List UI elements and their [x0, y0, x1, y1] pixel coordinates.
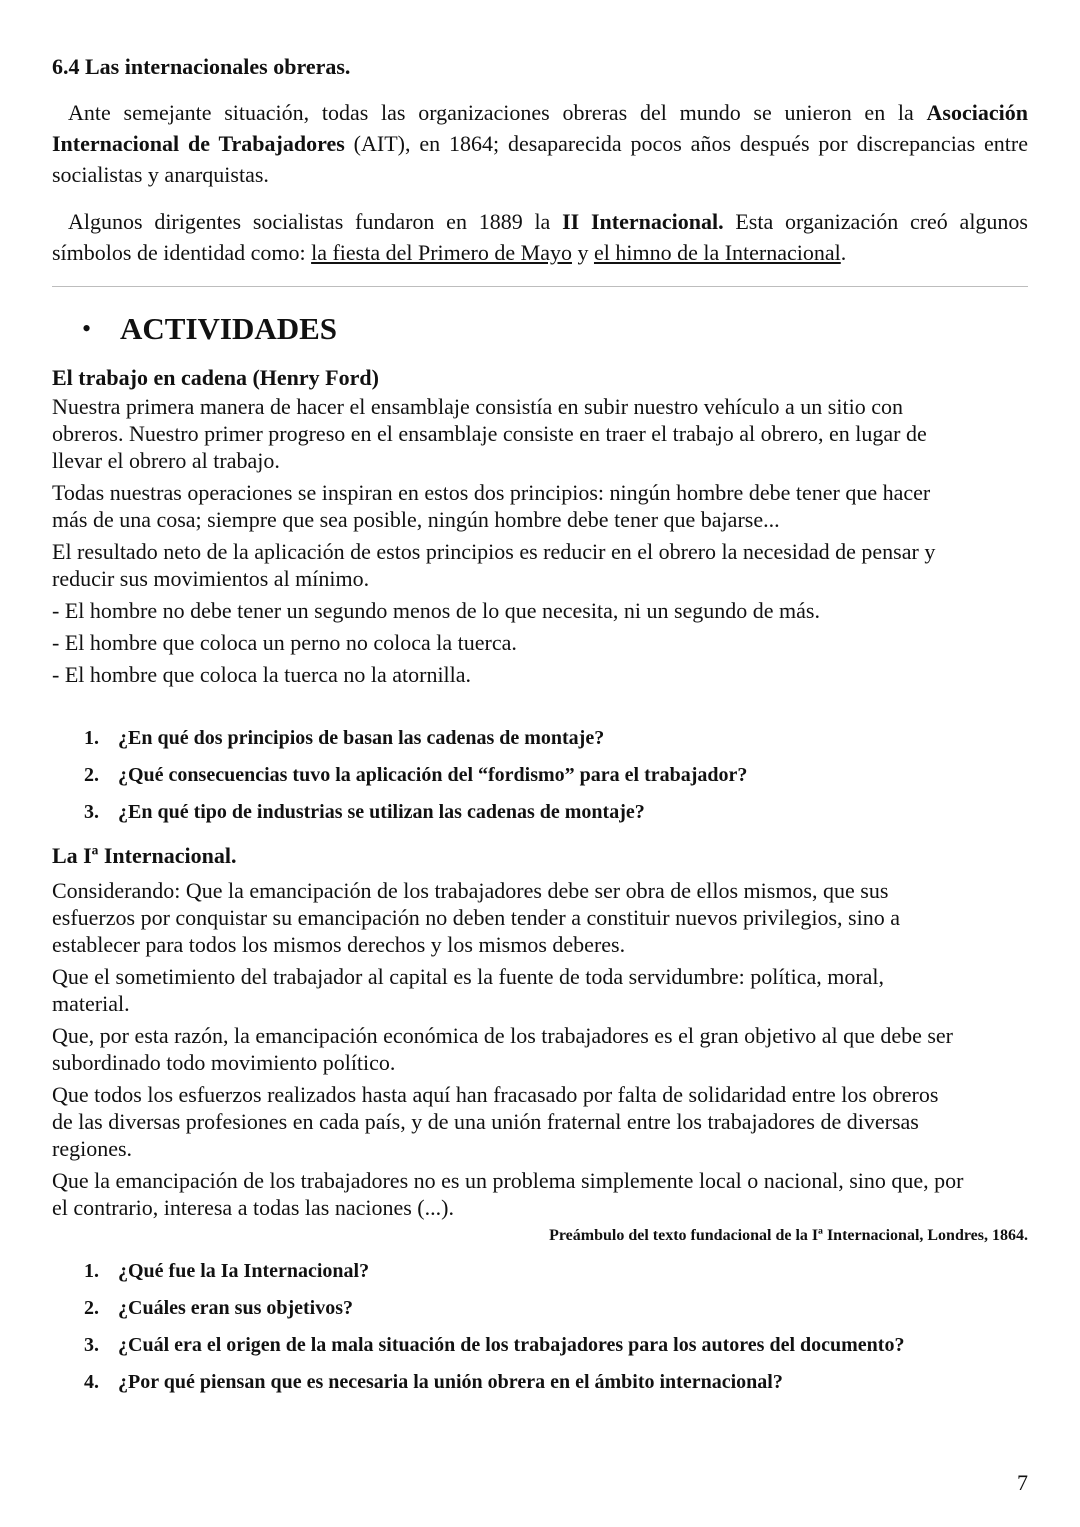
text-line: esfuerzos por conquistar su emancipación no deben tender a constituir nuevos privilegios, sino a: [52, 905, 900, 930]
paragraph-text: (AIT), en 1864; desaparecida pocos años después por discrepancias entre socialistas y anarquistas.: [52, 131, 1028, 187]
source-citation: Preámbulo del texto fundacional de la Iª Internacional, Londres, 1864.: [549, 1227, 1028, 1244]
text-line: El resultado neto de la aplicación de estos principios es reducir en el obrero la necesidad de pensar y: [52, 539, 936, 564]
text-line: obreros. Nuestro primer progreso en el ensamblaje consiste en traer el trabajo al obrero, en lugar de: [52, 421, 927, 446]
internacional-questions: [52, 1253, 1028, 1401]
text-line: establecer para todos los mismos derechos y los mismos deberes.: [52, 932, 626, 957]
paragraph-text: .: [840, 240, 847, 265]
question-number: 4.: [84, 1371, 99, 1393]
internacional-text: [52, 877, 1028, 1221]
text-line: subordinado todo movimiento político.: [52, 1050, 396, 1075]
text-line: Que todos los esfuerzos realizados hasta aquí han fracasado por falta de solidaridad entre los obreros: [52, 1082, 939, 1107]
page-number: 7: [1017, 1470, 1028, 1495]
paragraph-text: Ante semejante situación, todas las organizaciones obreras del mundo se unieron en la: [68, 100, 927, 125]
ford-questions: [52, 720, 1028, 831]
question-text: ¿En qué tipo de industrias se utilizan las cadenas de montaje?: [118, 801, 645, 823]
text-line: reducir sus movimientos al mínimo.: [52, 566, 370, 591]
question-text: ¿Por qué piensan que es necesaria la unión obrera en el ámbito internacional?: [118, 1371, 783, 1393]
question-item: [84, 720, 1028, 757]
question-item: [84, 794, 1028, 831]
text-line: de las diversas profesiones en cada país, y de una unión fraternal entre los trabajadores de diversas: [52, 1109, 919, 1134]
document-page: [52, 52, 1028, 1401]
text-line: llevar el obrero al trabajo.: [52, 448, 280, 473]
text-line: - El hombre no debe tener un segundo menos de lo que necesita, ni un segundo de más.: [52, 598, 820, 623]
text-line: Considerando: Que la emancipación de los trabajadores debe ser obra de ellos mismos, que sus: [52, 878, 889, 903]
underlined-himno: el himno de la Internacional: [593, 240, 841, 265]
paragraph-text: Algunos dirigentes socialistas fundaron en 1889 la: [68, 209, 563, 234]
bold-term-ii-internacional: II Internacional.: [562, 209, 724, 234]
paragraph-text: Esta organización creó algunos símbolos de identidad como:: [52, 209, 1028, 265]
question-text: ¿En qué dos principios de basan las cadenas de montaje?: [118, 727, 605, 749]
paragraph-second-international: [52, 206, 1028, 268]
activities-heading: [52, 301, 1028, 357]
text-line: Nuestra primera manera de hacer el ensamblaje consistía en subir nuestro vehículo a un sitio con: [52, 394, 903, 419]
question-item: [84, 757, 1028, 794]
question-item: [84, 1364, 1028, 1401]
question-number: 3.: [84, 1334, 99, 1356]
bullet-icon: •: [82, 314, 92, 343]
underlined-primero-de-mayo: la fiesta del Primero de Mayo: [311, 240, 572, 265]
horizontal-divider: [52, 286, 1028, 287]
question-number: 1.: [84, 727, 99, 749]
question-text: ¿Qué fue la Ia Internacional?: [118, 1260, 370, 1282]
text-line: Que, por esta razón, la emancipación económica de los trabajadores es el gran objetivo al que debe ser: [52, 1023, 954, 1048]
text-line: el contrario, interesa a todas las naciones (...).: [52, 1195, 454, 1220]
text-line: más de una cosa; siempre que sea posible, ningún hombre debe tener que bajarse...: [52, 507, 780, 532]
question-item: [84, 1253, 1028, 1290]
question-text: ¿Cuáles eran sus objetivos?: [118, 1297, 354, 1319]
question-text: ¿Cuál era el origen de la mala situación de los trabajadores para los autores del documento?: [118, 1334, 905, 1356]
internacional-title: La Iª Internacional.: [52, 843, 237, 868]
paragraph-text: y: [571, 240, 594, 265]
text-line: regiones.: [52, 1136, 133, 1161]
question-text: ¿Qué consecuencias tuvo la aplicación del “fordismo” para el trabajador?: [118, 764, 748, 786]
question-number: 3.: [84, 801, 99, 823]
text-line: - El hombre que coloca la tuerca no la atornilla.: [52, 662, 472, 687]
section-title: 6.4 Las internacionales obreras.: [52, 54, 351, 79]
text-line: - El hombre que coloca un perno no coloca la tuerca.: [52, 630, 517, 655]
text-line: Todas nuestras operaciones se inspiran en estos dos principios: ningún hombre debe tener que hacer: [52, 480, 931, 505]
question-number: 2.: [84, 1297, 99, 1319]
text-line: Que el sometimiento del trabajador al capital es la fuente de toda servidumbre: política, moral,: [52, 964, 885, 989]
text-line: material.: [52, 991, 130, 1016]
paragraph-ait: [52, 97, 1028, 190]
activities-title: ACTIVIDADES: [120, 311, 338, 346]
question-item: [84, 1290, 1028, 1327]
bold-term-ait: Asociación Internacional de Trabajadores: [52, 100, 1028, 156]
ford-text: [52, 393, 1028, 688]
text-line: Que la emancipación de los trabajadores no es un problema simplemente local o nacional, sino que, por: [52, 1168, 964, 1193]
ford-title: El trabajo en cadena (Henry Ford): [52, 365, 379, 390]
question-number: 1.: [84, 1260, 99, 1282]
question-item: [84, 1327, 1028, 1364]
question-number: 2.: [84, 764, 99, 786]
